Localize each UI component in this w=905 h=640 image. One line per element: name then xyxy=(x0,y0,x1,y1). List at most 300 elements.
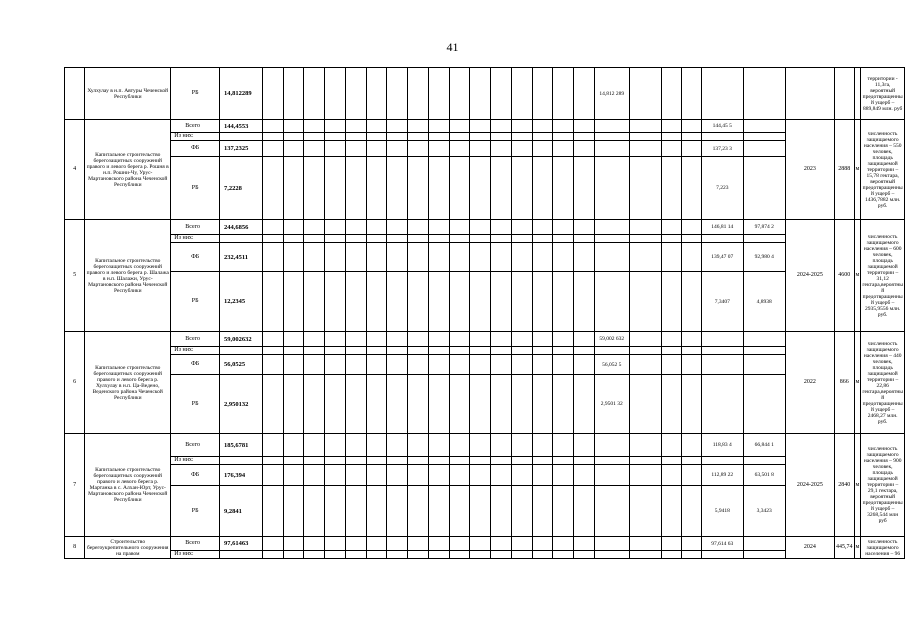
empty-cell xyxy=(387,457,408,465)
amount-2024-cell: 5,9418 xyxy=(701,486,743,537)
empty-cell xyxy=(262,486,283,537)
empty-cell xyxy=(491,375,512,434)
empty-cell xyxy=(470,537,491,551)
amount-2022-cell: 2,9501 32 xyxy=(594,375,629,434)
empty-cell xyxy=(681,486,701,537)
empty-cell xyxy=(408,551,429,559)
empty-cell xyxy=(662,141,682,157)
empty-cell xyxy=(387,220,408,235)
empty-cell xyxy=(345,347,366,355)
empty-cell xyxy=(470,120,491,133)
empty-cell xyxy=(345,133,366,141)
empty-cell xyxy=(366,272,387,332)
amount-2022-cell xyxy=(594,465,629,486)
empty-cell xyxy=(681,157,701,220)
empty-cell xyxy=(681,272,701,332)
funding-type-cell: РБ xyxy=(171,272,220,332)
empty-cell xyxy=(283,235,304,243)
empty-cell xyxy=(345,68,366,120)
empty-cell xyxy=(283,457,304,465)
amount-2022-cell: 14,812 289 xyxy=(594,68,629,120)
empty-cell xyxy=(283,486,304,537)
empty-cell xyxy=(387,486,408,537)
funding-type-cell: Всего xyxy=(171,434,220,457)
table-row xyxy=(65,141,905,157)
capacity-cell: 2840 xyxy=(835,434,855,537)
amount-2024-cell xyxy=(701,68,743,120)
empty-cell xyxy=(325,486,346,537)
empty-cell xyxy=(262,220,283,235)
empty-cell xyxy=(553,133,574,141)
empty-cell xyxy=(345,220,366,235)
empty-cell xyxy=(449,434,470,457)
empty-cell xyxy=(511,120,532,133)
empty-cell xyxy=(532,141,553,157)
funding-type-cell: Всего xyxy=(171,220,220,235)
empty-cell xyxy=(408,157,429,220)
empty-cell xyxy=(262,457,283,465)
effect-cell: численность защищаемого населения – 440 человек, площадь защищаемой территории – 22,86 гектара,вероятны й предотвращенны й ущерб – 2468,27 млн. руб. xyxy=(861,332,905,434)
empty-cell xyxy=(553,486,574,537)
empty-cell xyxy=(629,537,661,551)
empty-cell xyxy=(574,243,595,272)
total-amount-cell: 59,002632 xyxy=(220,332,263,347)
empty-cell xyxy=(532,272,553,332)
amount-2024-cell xyxy=(701,235,743,243)
empty-cell xyxy=(470,355,491,375)
empty-cell xyxy=(325,243,346,272)
empty-cell xyxy=(511,434,532,457)
empty-cell xyxy=(304,347,325,355)
amount-2024-cell xyxy=(701,551,743,559)
empty-cell xyxy=(511,272,532,332)
empty-cell xyxy=(662,486,682,537)
table-row xyxy=(65,465,905,486)
amount-2024-cell: 146,81 14 xyxy=(701,220,743,235)
funding-type-cell: Из них: xyxy=(171,457,220,465)
empty-cell xyxy=(629,332,661,347)
empty-cell xyxy=(681,68,701,120)
empty-cell xyxy=(408,68,429,120)
amount-2025-cell xyxy=(743,537,785,551)
amount-2024-cell xyxy=(701,457,743,465)
empty-cell xyxy=(491,537,512,551)
empty-cell xyxy=(629,141,661,157)
amount-2025-cell xyxy=(743,68,785,120)
empty-cell xyxy=(262,68,283,120)
empty-cell xyxy=(491,457,512,465)
table-row xyxy=(65,157,905,220)
effect-cell: численность защищаемого населения – 550 человек, площадь защищаемой территории – 15,78 гектара, вероятный предотвращенны й ущерб – 1436,7882 млн. руб. xyxy=(861,120,905,220)
empty-cell xyxy=(574,434,595,457)
capacity-cell: 866 xyxy=(835,332,855,434)
empty-cell xyxy=(366,355,387,375)
total-amount-cell: 232,4511 xyxy=(220,243,263,272)
empty-cell xyxy=(366,347,387,355)
empty-cell xyxy=(491,157,512,220)
empty-cell xyxy=(553,355,574,375)
empty-cell xyxy=(408,465,429,486)
investment-table xyxy=(64,67,905,559)
empty-cell xyxy=(345,457,366,465)
empty-cell xyxy=(511,235,532,243)
empty-cell xyxy=(325,434,346,457)
empty-cell xyxy=(470,220,491,235)
empty-cell xyxy=(408,332,429,347)
empty-cell xyxy=(387,332,408,347)
amount-2025-cell xyxy=(743,157,785,220)
table-row xyxy=(65,272,905,332)
empty-cell xyxy=(553,465,574,486)
funding-type-cell: РБ xyxy=(171,486,220,537)
empty-cell xyxy=(449,332,470,347)
empty-cell xyxy=(262,355,283,375)
empty-cell xyxy=(532,355,553,375)
empty-cell xyxy=(532,347,553,355)
empty-cell xyxy=(345,355,366,375)
empty-cell xyxy=(262,551,283,559)
table-row xyxy=(65,355,905,375)
empty-cell xyxy=(304,332,325,347)
amount-2022-cell xyxy=(594,347,629,355)
funding-type-cell: ФБ xyxy=(171,141,220,157)
amount-2025-cell xyxy=(743,457,785,465)
empty-cell xyxy=(629,465,661,486)
total-amount-cell: 9,2841 xyxy=(220,486,263,537)
empty-cell xyxy=(304,551,325,559)
empty-cell xyxy=(662,220,682,235)
empty-cell xyxy=(574,68,595,120)
empty-cell xyxy=(262,157,283,220)
table-row xyxy=(65,68,905,120)
empty-cell xyxy=(681,133,701,141)
empty-cell xyxy=(408,272,429,332)
amount-2024-cell xyxy=(701,347,743,355)
empty-cell xyxy=(449,157,470,220)
empty-cell xyxy=(470,133,491,141)
empty-cell xyxy=(511,551,532,559)
empty-cell xyxy=(366,120,387,133)
effect-cell: численность защищаемого населения – 600 человек, площадь защищаемой территории – 31,12 гектара,вероятны й предотвращенны й ущерб – 2935,9556 млн. руб. xyxy=(861,220,905,332)
empty-cell xyxy=(553,537,574,551)
empty-cell xyxy=(491,434,512,457)
unit-cell: м xyxy=(854,332,861,434)
empty-cell xyxy=(491,220,512,235)
empty-cell xyxy=(449,120,470,133)
object-name-cell: Строительство берегоукрепительного сооружения на правом xyxy=(85,537,171,559)
amount-2022-cell xyxy=(594,220,629,235)
total-amount-cell: 2,950132 xyxy=(220,375,263,434)
empty-cell xyxy=(449,375,470,434)
empty-cell xyxy=(470,243,491,272)
funding-type-cell: Всего xyxy=(171,120,220,133)
empty-cell xyxy=(470,332,491,347)
empty-cell xyxy=(408,486,429,537)
empty-cell xyxy=(681,551,701,559)
empty-cell xyxy=(366,157,387,220)
amount-2024-cell: 7,3407 xyxy=(701,272,743,332)
empty-cell xyxy=(511,465,532,486)
amount-2022-cell: 56,052 5 xyxy=(594,355,629,375)
funding-type-cell: Из них: xyxy=(171,235,220,243)
empty-cell xyxy=(629,243,661,272)
empty-cell xyxy=(629,120,661,133)
empty-cell xyxy=(449,457,470,465)
empty-cell xyxy=(428,347,449,355)
empty-cell xyxy=(681,465,701,486)
empty-cell xyxy=(449,551,470,559)
empty-cell xyxy=(532,120,553,133)
unit-cell: м xyxy=(854,220,861,332)
empty-cell xyxy=(574,141,595,157)
amount-2024-cell: 7,223 xyxy=(701,157,743,220)
empty-cell xyxy=(428,375,449,434)
capacity-cell: 4600 xyxy=(835,220,855,332)
table-row xyxy=(65,457,905,465)
empty-cell xyxy=(511,486,532,537)
empty-cell xyxy=(491,465,512,486)
empty-cell xyxy=(553,347,574,355)
empty-cell xyxy=(511,157,532,220)
funding-type-cell: РБ xyxy=(171,157,220,220)
empty-cell xyxy=(325,120,346,133)
empty-cell xyxy=(304,120,325,133)
empty-cell xyxy=(325,375,346,434)
empty-cell xyxy=(366,465,387,486)
empty-cell xyxy=(345,434,366,457)
empty-cell xyxy=(532,375,553,434)
empty-cell xyxy=(449,133,470,141)
empty-cell xyxy=(325,235,346,243)
empty-cell xyxy=(662,551,682,559)
empty-cell xyxy=(629,551,661,559)
empty-cell xyxy=(345,141,366,157)
empty-cell xyxy=(428,551,449,559)
empty-cell xyxy=(491,133,512,141)
unit-cell: м xyxy=(854,537,861,559)
unit-cell: м xyxy=(854,434,861,537)
empty-cell xyxy=(325,355,346,375)
empty-cell xyxy=(470,141,491,157)
empty-cell xyxy=(408,434,429,457)
total-amount-cell xyxy=(220,133,263,141)
amount-2025-cell xyxy=(743,375,785,434)
empty-cell xyxy=(629,375,661,434)
implementation-period-cell: 2024 xyxy=(785,537,834,559)
empty-cell xyxy=(345,120,366,133)
empty-cell xyxy=(491,272,512,332)
empty-cell xyxy=(408,355,429,375)
effect-cell: численность защищаемого населения – 96 xyxy=(861,537,905,559)
amount-2025-cell xyxy=(743,355,785,375)
amount-2022-cell xyxy=(594,272,629,332)
empty-cell xyxy=(491,235,512,243)
empty-cell xyxy=(283,434,304,457)
empty-cell xyxy=(574,375,595,434)
empty-cell xyxy=(345,551,366,559)
funding-type-cell: РБ xyxy=(171,375,220,434)
total-amount-cell: 176,394 xyxy=(220,465,263,486)
empty-cell xyxy=(449,243,470,272)
empty-cell xyxy=(366,332,387,347)
row-number-cell: 4 xyxy=(65,120,85,220)
empty-cell xyxy=(387,551,408,559)
amount-2024-cell xyxy=(701,332,743,347)
empty-cell xyxy=(629,486,661,537)
total-amount-cell: 56,0525 xyxy=(220,355,263,375)
empty-cell xyxy=(662,375,682,434)
empty-cell xyxy=(428,157,449,220)
empty-cell xyxy=(304,243,325,272)
empty-cell xyxy=(574,347,595,355)
empty-cell xyxy=(681,537,701,551)
empty-cell xyxy=(511,68,532,120)
empty-cell xyxy=(262,375,283,434)
empty-cell xyxy=(449,220,470,235)
empty-cell xyxy=(681,434,701,457)
funding-type-cell: Из них: xyxy=(171,133,220,141)
empty-cell xyxy=(262,235,283,243)
empty-cell xyxy=(325,141,346,157)
empty-cell xyxy=(532,157,553,220)
funding-type-cell: РБ xyxy=(171,68,220,120)
amount-2025-cell xyxy=(743,332,785,347)
amount-2022-cell xyxy=(594,141,629,157)
empty-cell xyxy=(387,465,408,486)
empty-cell xyxy=(325,457,346,465)
empty-cell xyxy=(574,235,595,243)
empty-cell xyxy=(511,347,532,355)
row-number-cell: 5 xyxy=(65,220,85,332)
empty-cell xyxy=(574,332,595,347)
effect-cell: территории - 11,3га, вероятный предотвращенны й ущерб – 889,849 млн. руб xyxy=(861,68,905,120)
empty-cell xyxy=(553,120,574,133)
table-row xyxy=(65,235,905,243)
empty-cell xyxy=(681,347,701,355)
amount-2024-cell xyxy=(701,355,743,375)
total-amount-cell xyxy=(220,457,263,465)
empty-cell xyxy=(428,220,449,235)
unit-cell xyxy=(854,68,861,120)
empty-cell xyxy=(387,355,408,375)
empty-cell xyxy=(553,157,574,220)
row-number-cell xyxy=(65,68,85,120)
empty-cell xyxy=(408,243,429,272)
empty-cell xyxy=(428,537,449,551)
amount-2022-cell xyxy=(594,537,629,551)
empty-cell xyxy=(532,235,553,243)
empty-cell xyxy=(366,235,387,243)
empty-cell xyxy=(574,133,595,141)
empty-cell xyxy=(553,332,574,347)
capacity-cell: 445,74 xyxy=(835,537,855,559)
capacity-cell xyxy=(835,68,855,120)
empty-cell xyxy=(366,551,387,559)
empty-cell xyxy=(662,133,682,141)
empty-cell xyxy=(408,141,429,157)
empty-cell xyxy=(283,243,304,272)
amount-2022-cell xyxy=(594,235,629,243)
empty-cell xyxy=(262,141,283,157)
empty-cell xyxy=(662,243,682,272)
row-number-cell: 7 xyxy=(65,434,85,537)
empty-cell xyxy=(449,235,470,243)
amount-2025-cell: 4,8938 xyxy=(743,272,785,332)
empty-cell xyxy=(304,465,325,486)
empty-cell xyxy=(345,465,366,486)
empty-cell xyxy=(662,272,682,332)
empty-cell xyxy=(366,133,387,141)
empty-cell xyxy=(662,68,682,120)
empty-cell xyxy=(574,120,595,133)
empty-cell xyxy=(387,347,408,355)
empty-cell xyxy=(345,375,366,434)
empty-cell xyxy=(532,486,553,537)
funding-type-cell: Из них: xyxy=(171,551,220,559)
empty-cell xyxy=(681,220,701,235)
empty-cell xyxy=(345,157,366,220)
empty-cell xyxy=(532,551,553,559)
empty-cell xyxy=(574,486,595,537)
empty-cell xyxy=(428,243,449,272)
implementation-period-cell: 2024-2025 xyxy=(785,220,834,332)
empty-cell xyxy=(511,457,532,465)
empty-cell xyxy=(491,486,512,537)
empty-cell xyxy=(304,272,325,332)
empty-cell xyxy=(428,465,449,486)
empty-cell xyxy=(449,465,470,486)
empty-cell xyxy=(491,68,512,120)
total-amount-cell xyxy=(220,235,263,243)
amount-2025-cell: 92,980 4 xyxy=(743,243,785,272)
implementation-period-cell: 2024-2025 xyxy=(785,434,834,537)
unit-cell: м xyxy=(854,120,861,220)
empty-cell xyxy=(681,332,701,347)
empty-cell xyxy=(449,347,470,355)
empty-cell xyxy=(553,457,574,465)
empty-cell xyxy=(408,537,429,551)
total-amount-cell: 244,6856 xyxy=(220,220,263,235)
empty-cell xyxy=(449,68,470,120)
table-row xyxy=(65,120,905,133)
empty-cell xyxy=(325,551,346,559)
empty-cell xyxy=(304,141,325,157)
empty-cell xyxy=(262,332,283,347)
empty-cell xyxy=(283,355,304,375)
empty-cell xyxy=(470,551,491,559)
empty-cell xyxy=(629,133,661,141)
empty-cell xyxy=(629,157,661,220)
empty-cell xyxy=(511,355,532,375)
empty-cell xyxy=(681,375,701,434)
empty-cell xyxy=(511,243,532,272)
empty-cell xyxy=(387,235,408,243)
empty-cell xyxy=(262,243,283,272)
empty-cell xyxy=(366,243,387,272)
empty-cell xyxy=(470,457,491,465)
funding-type-cell: Из них: xyxy=(171,347,220,355)
empty-cell xyxy=(428,68,449,120)
empty-cell xyxy=(325,133,346,141)
empty-cell xyxy=(662,120,682,133)
empty-cell xyxy=(491,347,512,355)
total-amount-cell xyxy=(220,347,263,355)
amount-2024-cell: 137,23 3 xyxy=(701,141,743,157)
empty-cell xyxy=(304,157,325,220)
empty-cell xyxy=(428,120,449,133)
empty-cell xyxy=(428,141,449,157)
total-amount-cell xyxy=(220,551,263,559)
